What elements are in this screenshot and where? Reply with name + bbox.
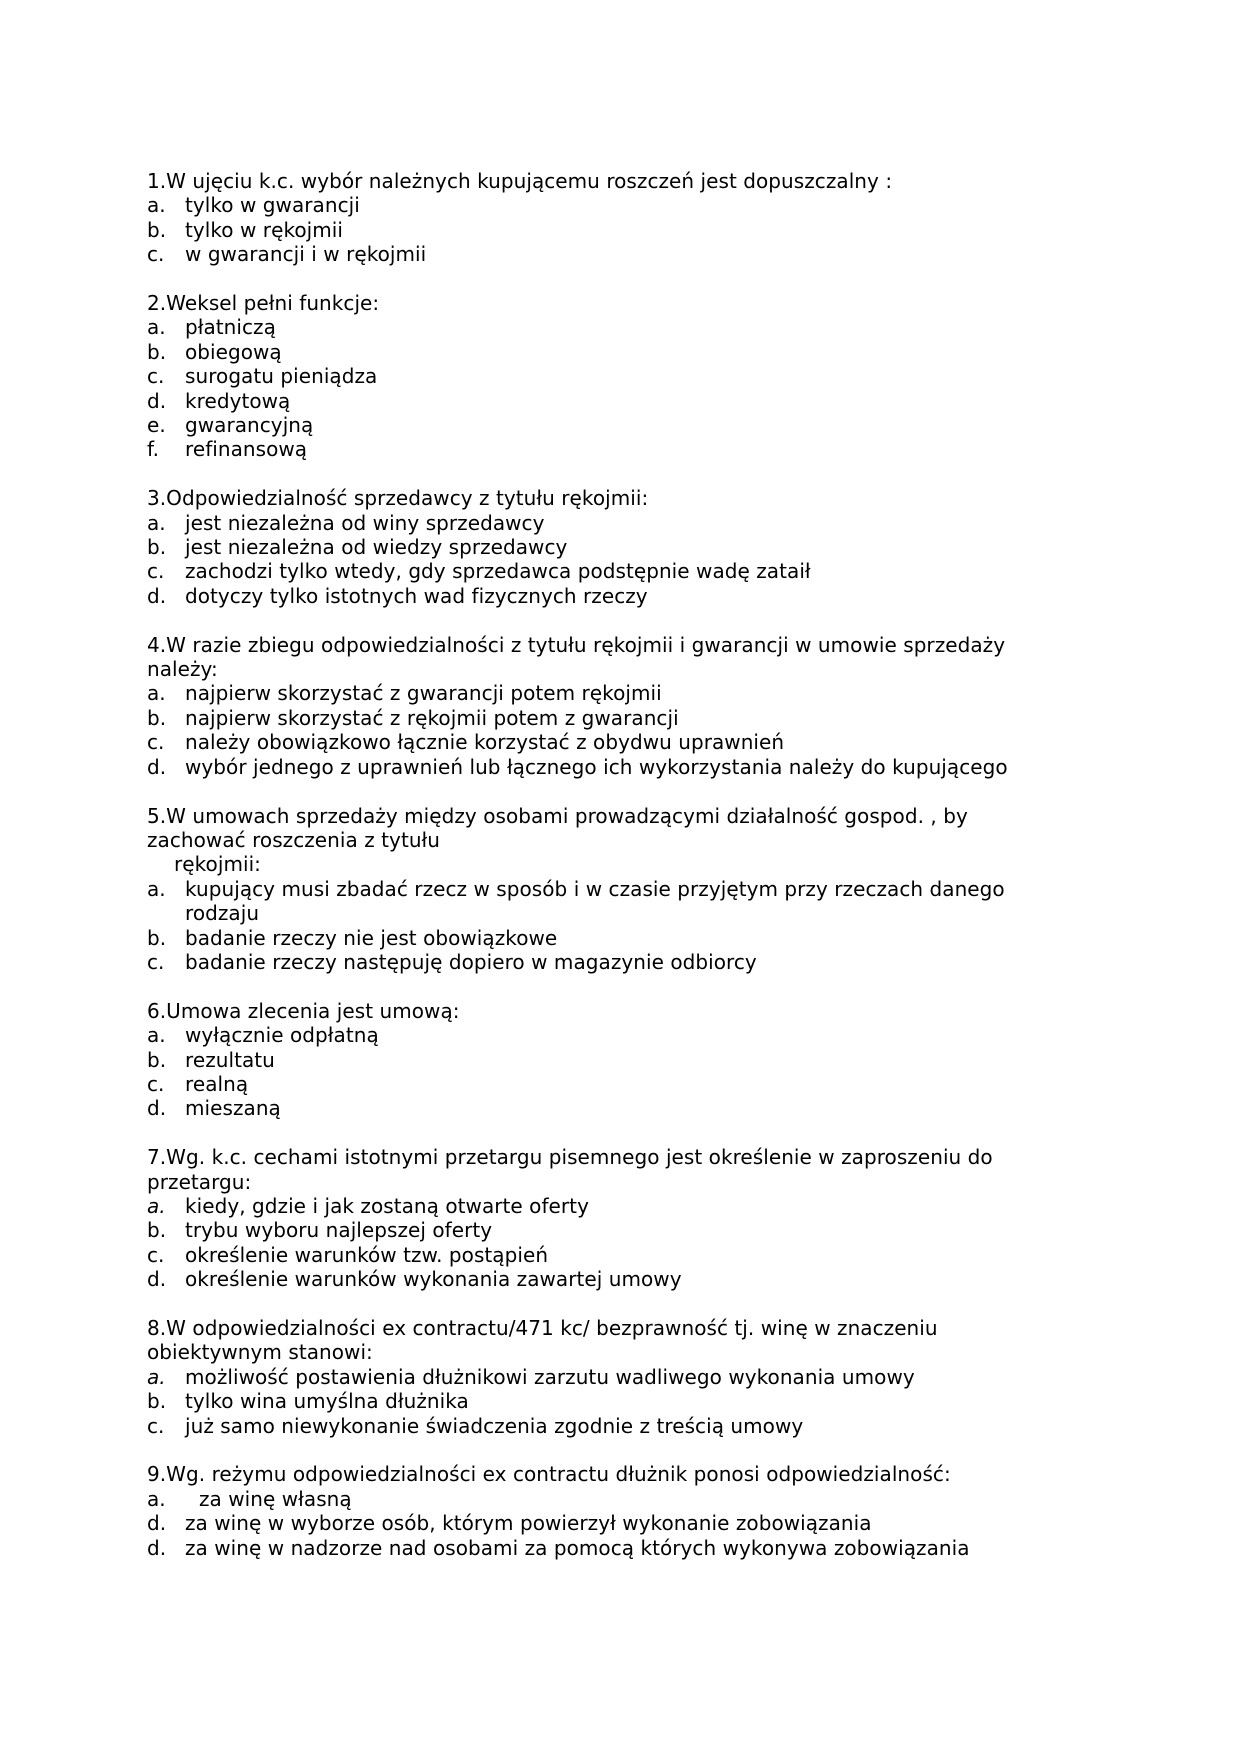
option-item (147, 511, 1067, 535)
option-text: określenie warunków tzw. postąpień (185, 1242, 549, 1267)
option-letter: c. (147, 1413, 165, 1438)
option-letter: d. (147, 1096, 167, 1121)
option-item (147, 1243, 1067, 1267)
option-letter: c. (147, 1071, 165, 1096)
option-letter: d. (147, 1267, 167, 1292)
option-text: jest niezależna od wiedzy sprzedawcy (185, 535, 568, 560)
option-text: za winę w wyborze osób, którym powierzył wykonanie zobowiązania (185, 1511, 872, 1536)
option-letter: e. (147, 413, 166, 438)
option-text: realną (185, 1071, 249, 1096)
option-item (147, 730, 1067, 754)
question-6 (147, 999, 1067, 1121)
option-item (147, 926, 1067, 950)
option-text: tylko wina umyślna dłużnika (185, 1389, 469, 1414)
option-letter: b. (147, 339, 167, 364)
option-letter: c. (147, 730, 165, 755)
question-3 (147, 486, 1067, 608)
question-title: 3.Odpowiedzialność sprzedawcy z tytułu rękojmii: (147, 486, 649, 511)
option-item (147, 1267, 1067, 1291)
option-letter: d. (147, 1511, 167, 1536)
option-text: najpierw skorzystać z rękojmii potem z gwarancji (185, 705, 679, 730)
option-item (147, 1096, 1067, 1120)
option-item (147, 1414, 1067, 1438)
option-letter: a. (147, 681, 166, 706)
question-title: 7.Wg. k.c. cechami istotnymi przetargu pisemnego jest określenie w zaproszeniu do przetargu: (147, 1145, 993, 1194)
option-letter: a. (147, 1364, 166, 1389)
option-text: badanie rzeczy nie jest obowiązkowe (185, 925, 558, 950)
option-text: należy obowiązkowo łącznie korzystać z obydwu uprawnień (185, 730, 785, 755)
option-item (147, 364, 1067, 388)
question-title: 8.W odpowiedzialności ex contractu/471 kc/ bezprawność tj. winę w znaczeniu obiektywnym stanowi: (147, 1315, 938, 1365)
option-letter: c. (147, 1242, 165, 1267)
option-letter: f. (147, 437, 160, 462)
option-item (147, 877, 1067, 926)
option-text: kiedy, gdzie i jak zostaną otwarte oferty (185, 1193, 589, 1218)
option-letter: a. (147, 1486, 166, 1511)
option-text: tylko w gwarancji (185, 193, 360, 218)
option-letter: a. (147, 1193, 166, 1218)
question-9 (147, 1462, 1067, 1560)
question-title: 6.Umowa zlecenia jest umową: (147, 998, 460, 1023)
option-item (147, 1218, 1067, 1242)
option-text: refinansową (185, 437, 308, 462)
option-item (147, 340, 1067, 364)
option-letter: b. (147, 535, 167, 560)
option-text: wybór jednego z uprawnień lub łącznego ich wykorzystania należy do kupującego (185, 754, 1008, 779)
option-item (147, 218, 1067, 242)
option-item (147, 315, 1067, 339)
question-title-continuation: rękojmii: (174, 852, 261, 877)
option-text: za winę w nadzorze nad osobami za pomocą których wykonywa zobowiązania (185, 1535, 970, 1560)
option-item (147, 389, 1067, 413)
option-item (147, 950, 1067, 974)
option-letter: d. (147, 388, 167, 413)
option-text: trybu wyboru najlepszej oferty (185, 1218, 493, 1243)
option-letter: b. (147, 705, 167, 730)
option-item (147, 1048, 1067, 1072)
option-letter: b. (147, 1047, 167, 1072)
option-item (147, 535, 1067, 559)
option-item (147, 242, 1067, 266)
option-letter: c. (147, 364, 165, 389)
option-item (147, 1365, 1067, 1389)
question-4 (147, 633, 1067, 779)
option-text: jest niezależna od winy sprzedawcy (185, 510, 545, 535)
option-item (147, 1536, 1067, 1560)
option-item (147, 706, 1067, 730)
option-item (147, 584, 1067, 608)
option-letter: a. (147, 876, 166, 901)
option-letter: a. (147, 193, 166, 218)
question-5 (147, 804, 1067, 975)
option-letter: d. (147, 754, 167, 779)
option-letter: c. (147, 949, 165, 974)
option-item (147, 1023, 1067, 1047)
question-title: 2.Weksel pełni funkcje: (147, 291, 380, 316)
question-2 (147, 291, 1067, 462)
option-text: w gwarancji i w rękojmii (185, 242, 427, 267)
option-text: możliwość postawienia dłużnikowi zarzutu wadliwego wykonania umowy (185, 1364, 915, 1389)
option-letter: b. (147, 217, 167, 242)
option-item (147, 1072, 1067, 1096)
option-item (147, 193, 1067, 217)
option-letter: a. (147, 1023, 166, 1048)
option-text: rezultatu (185, 1047, 275, 1072)
option-item (147, 1194, 1067, 1218)
option-text: dotyczy tylko istotnych wad fizycznych rzeczy (185, 583, 648, 608)
option-text: zachodzi tylko wtedy, gdy sprzedawca podstępnie wadę zataił (185, 559, 811, 584)
option-text: kupujący musi zbadać rzecz w sposób i w czasie przyjętym przy rzeczach danego rodzaju (185, 876, 1005, 926)
option-letter: b. (147, 1218, 167, 1243)
option-text: badanie rzeczy następuję dopiero w magazynie odbiorcy (185, 949, 757, 974)
option-letter: a. (147, 510, 166, 535)
question-title: 9.Wg. reżymu odpowiedzialności ex contractu dłużnik ponosi odpowiedzialność: (147, 1462, 951, 1487)
option-letter: d. (147, 583, 167, 608)
option-text: już samo niewykonanie świadczenia zgodnie z treścią umowy (185, 1413, 804, 1438)
option-item (147, 559, 1067, 583)
option-item (147, 1511, 1067, 1535)
option-item (147, 413, 1067, 437)
option-text: najpierw skorzystać z gwarancji potem rękojmii (185, 681, 662, 706)
option-item (147, 755, 1067, 779)
option-text: wyłącznie odpłatną (185, 1023, 379, 1048)
question-7 (147, 1145, 1067, 1291)
option-letter: c. (147, 559, 165, 584)
option-text: płatniczą (185, 315, 276, 340)
question-1 (147, 169, 1067, 267)
option-letter: d. (147, 1535, 167, 1560)
option-letter: b. (147, 1389, 167, 1414)
option-text: tylko w rękojmii (185, 217, 343, 242)
document-page (147, 169, 1067, 1584)
option-text: mieszaną (185, 1096, 281, 1121)
option-letter: a. (147, 315, 166, 340)
question-title: 4.W razie zbiegu odpowiedzialności z tytułu rękojmii i gwarancji w umowie sprzedaży należy: (147, 632, 1006, 682)
question-title: 1.W ujęciu k.c. wybór należnych kupującemu roszczeń jest dopuszczalny : (147, 169, 893, 193)
option-text: za winę własną (199, 1486, 352, 1511)
option-text: określenie warunków wykonania zawartej umowy (185, 1267, 682, 1292)
option-letter: b. (147, 925, 167, 950)
question-8 (147, 1316, 1067, 1438)
option-text: surogatu pieniądza (185, 364, 378, 389)
option-item (147, 437, 1067, 461)
option-text: gwarancyjną (185, 413, 314, 438)
question-title: 5.W umowach sprzedaży między osobami prowadzącymi działalność gospod. , by zachować roszczenia z tytułu (147, 803, 968, 852)
option-item (147, 1487, 1067, 1511)
option-text: obiegową (185, 339, 282, 364)
option-item (147, 681, 1067, 705)
option-letter: c. (147, 242, 165, 267)
option-item (147, 1389, 1067, 1413)
option-text: kredytową (185, 388, 291, 413)
